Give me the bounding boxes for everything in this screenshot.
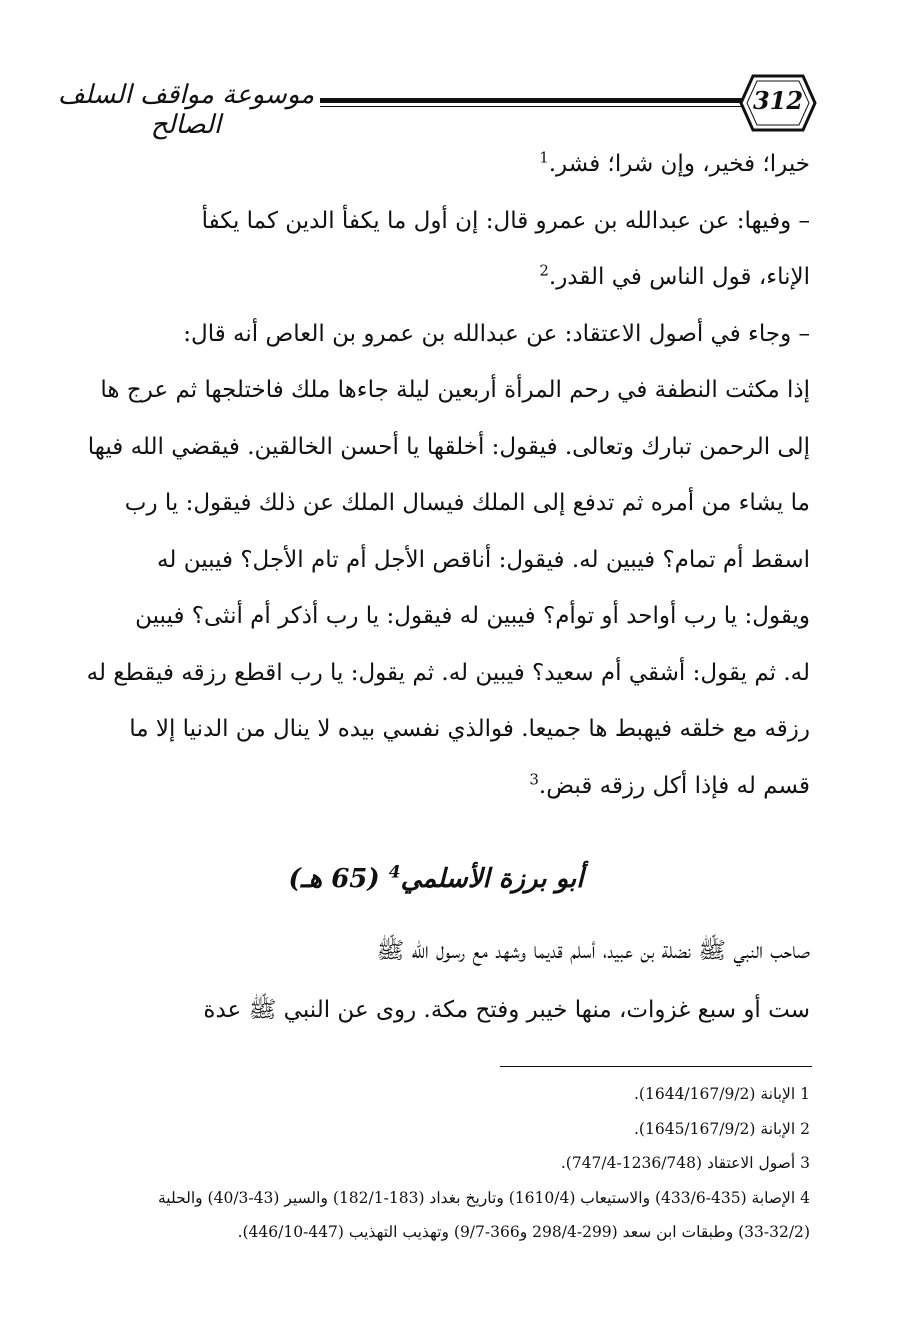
text-line: – وجاء في أصول الاعتقاد: عن عبدالله بن عمرو بن العاص أنه قال: (183, 320, 810, 347)
biography-text (62, 922, 810, 1040)
footnote-ref: 4 (388, 862, 401, 883)
header-rule (320, 98, 743, 103)
book-title: موسوعة مواقف السلف الصالح (57, 80, 315, 140)
text-line: اسقط أم تمام؟ فيبين له. فيقول: أناقص الأجل أم تام الأجل؟ فيبين له (157, 546, 810, 573)
text-line: صاحب النبي ﷺ نضلة بن عبيد، أسلم قديما وشهد مع رسول الله ﷺ (376, 938, 810, 964)
text-line: – وفيها: عن عبدالله بن عمرو قال: إن أول ما يكفأ الدين كما يكفأ (201, 207, 810, 234)
footnote: 2 الإبانة (1645/167/9/2). (634, 1119, 810, 1138)
main-text (62, 136, 810, 814)
page-number-badge (739, 72, 817, 134)
text-line: الإناء، قول الناس في القدر.$^2$ (539, 261, 810, 290)
text-line: إذا مكثت النطفة في رحم المرأة أربعين ليلة جاءها ملك فاختلجها ثم عرج ها (100, 377, 810, 403)
footnote-divider (500, 1066, 812, 1067)
footnote: 1 الإبانة (1644/167/9/2). (634, 1085, 810, 1103)
header-rule-thin (320, 106, 743, 107)
text-line: قسم له فإذا أكل رزقه قبض.$^3$ (529, 769, 810, 799)
text-line: رزقه مع خلقه فيهبط ها جميعا. فوالذي نفسي بيده لا ينال من الدنيا إلا ما (129, 716, 810, 742)
text-line: ما يشاء من أمره ثم تدفع إلى الملك فيسال الملك عن ذلك فيقول: يا رب (124, 490, 810, 516)
footnotes (62, 1077, 810, 1250)
section-heading (62, 864, 810, 894)
footnote: (33-32/2) وطبقات ابن سعد (299-298/4 و366-9/7) وتهذيب التهذيب (447-446/10). (237, 1223, 810, 1241)
footnote: 3 أصول الاعتقاد (1236/748-747/4). (560, 1154, 810, 1172)
section-title-name: أبو برزة الأسلمي (400, 864, 584, 894)
text-line: خيرا؛ فخير، وإن شرا؛ فشر.$^1$ (539, 148, 810, 177)
text-line: إلى الرحمن تبارك وتعالى. فيقول: أخلقها يا أحسن الخالقين. فيقضي الله فيها (87, 433, 810, 460)
section-title-date: (65 هـ) (288, 864, 380, 894)
footnote-ref: 3 (529, 769, 539, 788)
footnote: 4 الإصابة (435-433/6) والاستيعاب (1610/4) وتاريخ بغداد (183-182/1) والسير (43-40/3) والحلية (157, 1188, 810, 1207)
text-line: ويقول: يا رب أواحد أو توأم؟ فيبين له فيقول: يا رب أذكر أم أنثى؟ فيبين (135, 603, 810, 629)
footnote-ref: 2 (539, 261, 549, 280)
page-number: 312 (752, 86, 804, 115)
text-line: ست أو سبع غزوات، منها خيبر وفتح مكة. روى عن النبي ﷺ عدة (203, 997, 810, 1023)
text-line: له. ثم يقول: أشقي أم سعيد؟ فيبين له. ثم يقول: يا رب اقطع رزقه فيقطع له (86, 659, 810, 686)
page-header (55, 72, 817, 140)
footnote-ref: 1 (539, 148, 549, 167)
